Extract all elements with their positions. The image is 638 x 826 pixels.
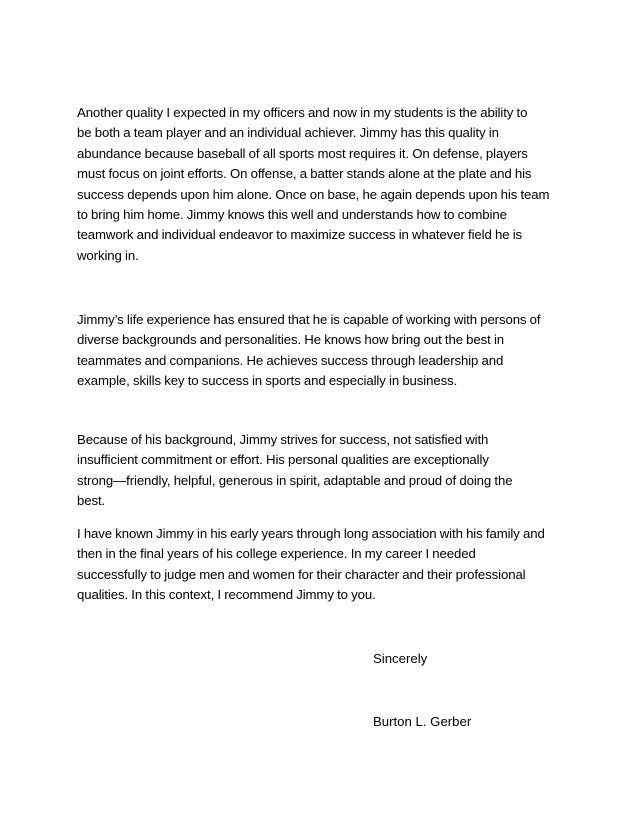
paragraph-line: qualities. In this context, I recommend Jimmy to you. — [77, 587, 376, 603]
paragraph-line: I have known Jimmy in his early years through long association with his family and — [77, 526, 545, 541]
paragraph-line: diverse backgrounds and personalities. He knows how bring out the best in — [77, 332, 505, 348]
paragraph-line: successfully to judge men and women for their character and their professional — [77, 566, 526, 582]
paragraph-background — [77, 430, 577, 512]
paragraph-life-experience — [77, 310, 577, 392]
paragraph-line: Jimmy’s life experience has ensured that he is capable of working with persons of — [77, 312, 541, 327]
paragraph-line: must focus on joint efforts. On offense, a batter stands alone at the plate and his — [77, 166, 532, 182]
paragraph-line: working in. — [77, 247, 139, 263]
paragraph-line: Because of his background, Jimmy strives for success, not satisfied with — [77, 432, 489, 447]
paragraph-line: Another quality I expected in my officers and now in my students is the ability to — [77, 105, 528, 120]
paragraph-line: insufficient commitment or effort. His personal qualities are exceptionally — [77, 452, 489, 468]
paragraph-line: be both a team player and an individual achiever. Jimmy has this quality in — [77, 125, 499, 141]
paragraph-recommendation — [77, 524, 577, 606]
paragraph-line: teammates and companions. He achieves success through leadership and — [77, 352, 504, 368]
paragraph-line: then in the final years of his college experience. In my career I needed — [77, 546, 476, 562]
paragraph-team-player — [77, 103, 577, 266]
closing-salutation: Sincerely — [373, 651, 428, 666]
paragraph-line: success depends upon him alone. Once on base, he again depends upon his team — [77, 186, 550, 202]
paragraph-line: abundance because baseball of all sports most requires it. On defense, players — [77, 145, 528, 161]
signature-name: Burton L. Gerber — [373, 714, 472, 729]
paragraph-line: strong—friendly, helpful, generous in spirit, adaptable and proud of doing the — [77, 472, 513, 488]
paragraph-line: to bring him home. Jimmy knows this well and understands how to combine — [77, 207, 507, 223]
paragraph-line: teamwork and individual endeavor to maximize success in whatever field he is — [77, 227, 523, 243]
paragraph-line: best. — [77, 493, 106, 509]
paragraph-line: example, skills key to success in sports and especially in business. — [77, 373, 458, 389]
